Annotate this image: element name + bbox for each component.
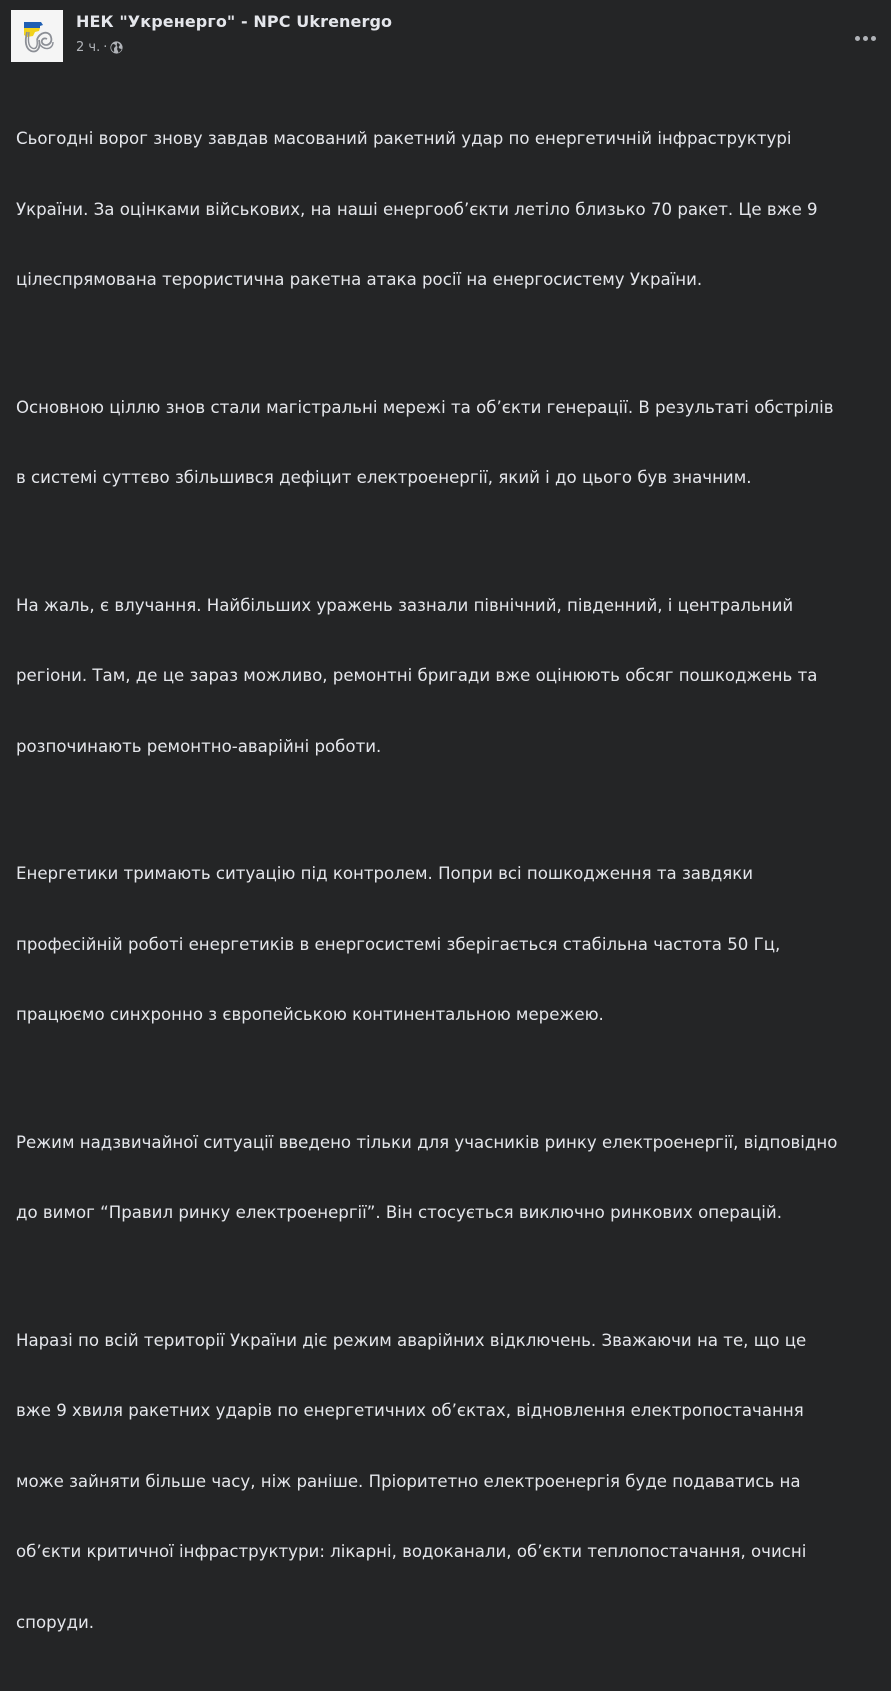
meta-separator: · bbox=[103, 40, 108, 55]
post-header bbox=[0, 0, 891, 70]
more-horizontal-icon bbox=[855, 36, 860, 41]
text-line: об’єкти критичної інфраструктури: лікарні, водоканали, об’єкти теплопостачання, очисні bbox=[16, 1542, 807, 1561]
text-line: Сьогодні ворог знову завдав масований ракетний удар по енергетичній інфраструктурі bbox=[16, 129, 792, 148]
text-line: Енергетики тримають ситуацію під контролем. Попри всі пошкодження та завдяки bbox=[16, 864, 754, 883]
post-paragraph bbox=[16, 80, 888, 339]
text-line: вже 9 хвиля ракетних ударів по енергетичних об’єктах, відновлення електропостачання bbox=[16, 1401, 804, 1420]
text-line: України. За оцінками військових, на наші енергооб’єкти летіло близько 70 ракет. Це вже 9 bbox=[16, 199, 818, 219]
post-text bbox=[16, 80, 888, 1691]
more-options-button[interactable] bbox=[847, 20, 883, 56]
text-line: цілеспрямована терористична ракетна атака росії на енергосистему України. bbox=[16, 270, 703, 289]
post-paragraph bbox=[16, 1084, 888, 1272]
text-line: Режим надзвичайної ситуації введено тільки для учасників ринку електроенергії, відповідно bbox=[16, 1132, 838, 1152]
text-line: до вимог “Правил ринку електроенергії”. Він стосується виключно ринкових операцій. bbox=[16, 1203, 782, 1222]
text-line: споруди. bbox=[16, 1612, 95, 1632]
text-line: регіони. Там, де це зараз можливо, ремонтні бригади вже оцінюють обсяг пошкоджень та bbox=[16, 666, 818, 685]
more-horizontal-icon-dot bbox=[863, 36, 868, 41]
post-paragraph bbox=[16, 547, 888, 806]
post-meta bbox=[76, 40, 123, 55]
post-paragraph bbox=[16, 349, 888, 537]
text-line: розпочинають ремонтно-аварійні роботи. bbox=[16, 736, 382, 756]
globe-icon[interactable] bbox=[110, 41, 123, 54]
text-line: На жаль, є влучання. Найбільших уражень зазнали північний, південний, і центральний bbox=[16, 595, 794, 615]
post-timestamp[interactable]: 2 ч. bbox=[76, 40, 101, 55]
post-paragraph bbox=[16, 1282, 888, 1682]
text-line: професійній роботі енергетиків в енергосистемі зберігається стабільна частота 50 Гц, bbox=[16, 934, 781, 954]
text-line: Наразі по всій території України діє режим аварійних відключень. Зважаючи на те, що це bbox=[16, 1330, 807, 1350]
more-horizontal-icon-dot bbox=[871, 36, 876, 41]
text-line: може зайняти більше часу, ніж раніше. Пріоритетно електроенергія буде подаватись на bbox=[16, 1471, 801, 1491]
text-line: в системі суттєво збільшився дефіцит електроенергії, який і до цього був значним. bbox=[16, 468, 752, 487]
ukrenergo-logo-icon bbox=[11, 10, 63, 62]
text-line: працюємо синхронно з європейською континентальною мережею. bbox=[16, 1005, 604, 1024]
text-line: Основною ціллю знов стали магістральні мережі та об’єкти генерації. В результаті обстрілів bbox=[16, 397, 834, 417]
page-name-link[interactable]: НЕК "Укренерго" - NPC Ukrenergo bbox=[76, 12, 393, 31]
post-paragraph bbox=[16, 815, 888, 1074]
avatar[interactable] bbox=[11, 10, 63, 62]
